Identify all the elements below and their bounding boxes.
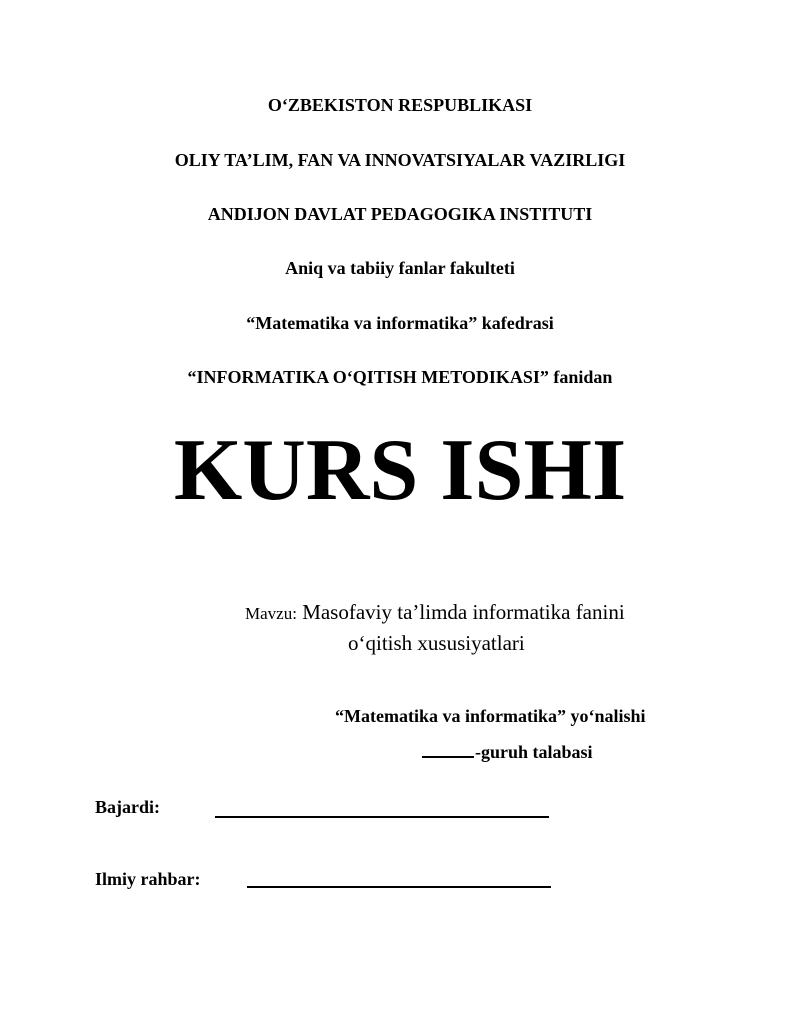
department-heading: “Matematika va informatika” kafedrasi bbox=[246, 313, 554, 333]
faculty-heading: Aniq va tabiiy fanlar fakulteti bbox=[285, 258, 515, 278]
performed-by-line bbox=[215, 816, 549, 818]
subject-heading: “INFORMATIKA O‘QITISH METODIKASI” fanidan bbox=[187, 367, 613, 387]
supervisor-label: Ilmiy rahbar: bbox=[95, 869, 201, 889]
ministry-heading: OLIY TA’LIM, FAN VA INNOVATSIYALAR VAZIRLIGI bbox=[174, 150, 626, 170]
performed-by-label: Bajardi: bbox=[95, 797, 160, 817]
supervisor-line bbox=[247, 886, 551, 888]
republic-heading: O‘ZBEKISTON RESPUBLIKASI bbox=[267, 95, 533, 115]
topic-text-1: Masofaviy ta’limda informatika fanini bbox=[302, 600, 625, 624]
group-suffix: -guruh talabasi bbox=[475, 742, 593, 762]
direction-text: “Matematika va informatika” yo‘nalishi bbox=[335, 706, 646, 726]
topic-label: Mavzu: bbox=[245, 604, 297, 623]
topic-line-1 bbox=[245, 600, 625, 625]
group-line bbox=[422, 742, 593, 763]
group-blank bbox=[422, 756, 474, 758]
institute-heading: ANDIJON DAVLAT PEDAGOGIKA INSTITUTI bbox=[207, 204, 593, 224]
document-title: KURS ISHI bbox=[173, 422, 627, 519]
topic-text-2: o‘qitish xususiyatlari bbox=[348, 631, 525, 655]
